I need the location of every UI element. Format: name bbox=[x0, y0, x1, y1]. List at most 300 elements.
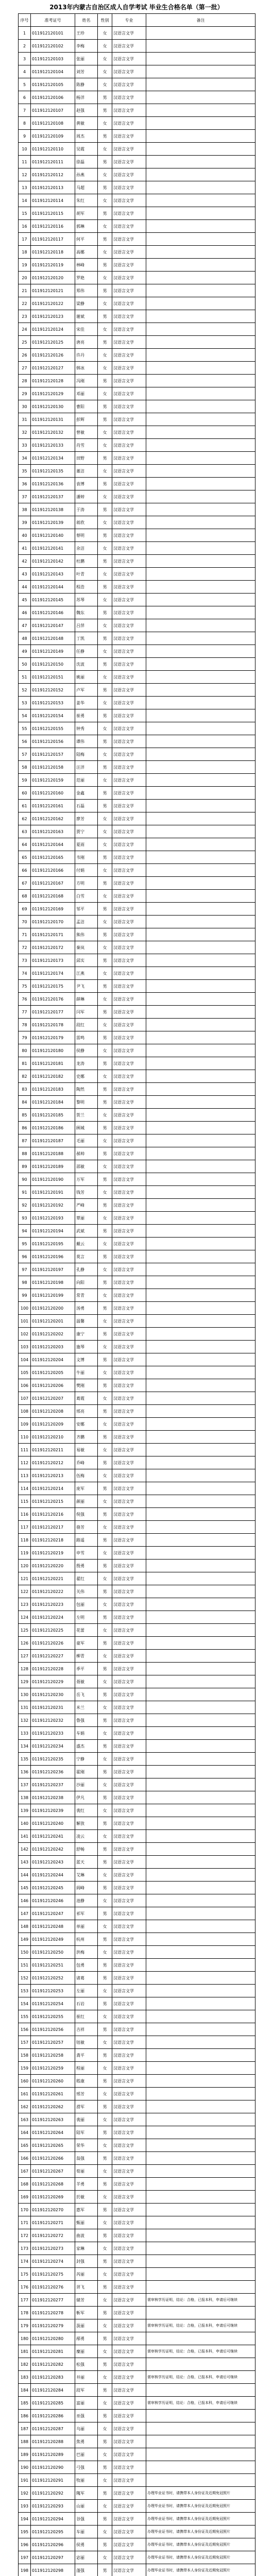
table-row bbox=[19, 2397, 255, 2410]
cell-remark bbox=[146, 2049, 255, 2062]
cell-no: 15 bbox=[19, 207, 31, 220]
table-row bbox=[19, 2307, 255, 2319]
cell-remark bbox=[146, 1856, 255, 1869]
cell-major: 汉语言文学 bbox=[112, 800, 146, 812]
cell-remark bbox=[146, 1650, 255, 1663]
cell-name: 宋佳 bbox=[75, 323, 98, 336]
cell-major: 汉语言文学 bbox=[112, 722, 146, 735]
cell-no: 45 bbox=[19, 594, 31, 606]
cell-id: 011912120141 bbox=[31, 542, 75, 555]
table-row bbox=[19, 91, 255, 104]
cell-gender: 男 bbox=[98, 2461, 112, 2474]
cell-major: 汉语言文学 bbox=[112, 787, 146, 800]
cell-id: 011912120126 bbox=[31, 349, 75, 362]
cell-name: 任静 bbox=[75, 645, 98, 658]
cell-remark bbox=[146, 1225, 255, 1238]
cell-no: 162 bbox=[19, 2100, 31, 2113]
cell-no: 130 bbox=[19, 1688, 31, 1701]
cell-no: 9 bbox=[19, 130, 31, 143]
cell-gender: 男 bbox=[98, 2023, 112, 2036]
cell-major: 汉语言文学 bbox=[112, 2023, 146, 2036]
cell-name: 范丽 bbox=[75, 774, 98, 787]
cell-name: 阎峰 bbox=[75, 1882, 98, 1894]
cell-name: 徐磊 bbox=[75, 156, 98, 168]
cell-gender: 女 bbox=[98, 1572, 112, 1585]
cell-name: 路遥 bbox=[75, 1534, 98, 1547]
cell-remark bbox=[146, 2216, 255, 2229]
table-row bbox=[19, 1431, 255, 1444]
cell-no: 168 bbox=[19, 2178, 31, 2191]
cell-name: 方明 bbox=[75, 877, 98, 890]
cell-gender: 女 bbox=[98, 645, 112, 658]
cell-remark bbox=[146, 1727, 255, 1740]
cell-remark bbox=[146, 581, 255, 594]
table-row bbox=[19, 181, 255, 194]
cell-name: 艾琳 bbox=[75, 1869, 98, 1882]
cell-id: 011912120150 bbox=[31, 658, 75, 671]
cell-major: 汉语言文学 bbox=[112, 1238, 146, 1250]
cell-id: 011912120196 bbox=[31, 1250, 75, 1263]
cell-remark bbox=[146, 272, 255, 284]
cell-id: 011912120157 bbox=[31, 748, 75, 761]
cell-gender: 男 bbox=[98, 684, 112, 697]
cell-name: 段红 bbox=[75, 1019, 98, 1031]
cell-no: 120 bbox=[19, 1560, 31, 1572]
table-row bbox=[19, 2513, 255, 2526]
cell-major: 汉语言文学 bbox=[112, 2088, 146, 2100]
cell-gender: 男 bbox=[98, 954, 112, 967]
cell-id: 011912120213 bbox=[31, 1469, 75, 1482]
cell-gender: 男 bbox=[98, 310, 112, 323]
cell-id: 011912120261 bbox=[31, 2088, 75, 2100]
table-row bbox=[19, 2152, 255, 2165]
cell-name: 潘婷 bbox=[75, 490, 98, 503]
cell-major: 汉语言文学 bbox=[112, 1997, 146, 2010]
cell-id: 011912120120 bbox=[31, 272, 75, 284]
cell-gender: 女 bbox=[98, 812, 112, 825]
cell-major: 汉语言文学 bbox=[112, 53, 146, 65]
cell-name: 魏东 bbox=[75, 606, 98, 619]
cell-remark: 需审核学历证明，结论：合格，已报本科，申请后可继续 bbox=[146, 2345, 255, 2358]
cell-remark bbox=[146, 1740, 255, 1753]
cell-id: 011912120224 bbox=[31, 1611, 75, 1624]
cell-gender: 女 bbox=[98, 143, 112, 156]
cell-name: 石岩 bbox=[75, 1997, 98, 2010]
table-row bbox=[19, 1456, 255, 1469]
cell-name: 莫言 bbox=[75, 1250, 98, 1263]
cell-remark bbox=[146, 1238, 255, 1250]
cell-gender: 女 bbox=[98, 864, 112, 877]
cell-id: 011912120223 bbox=[31, 1598, 75, 1611]
cell-major: 汉语言文学 bbox=[112, 156, 146, 168]
header-cell-no: 序号 bbox=[19, 14, 31, 27]
cell-major: 汉语言文学 bbox=[112, 2422, 146, 2435]
cell-major: 汉语言文学 bbox=[112, 568, 146, 581]
table-row bbox=[19, 259, 255, 272]
cell-no: 51 bbox=[19, 671, 31, 684]
cell-id: 011912120284 bbox=[31, 2384, 75, 2397]
cell-no: 87 bbox=[19, 1134, 31, 1147]
cell-id: 011912120246 bbox=[31, 1894, 75, 1907]
cell-gender: 女 bbox=[98, 1469, 112, 1482]
cell-id: 011912120112 bbox=[31, 168, 75, 181]
cell-name: 蓬强 bbox=[75, 2564, 98, 2576]
cell-name: 池静 bbox=[75, 1894, 98, 1907]
cell-name: 邓丽 bbox=[75, 387, 98, 400]
cell-remark: 需审核学历证明，结论：合格，已报本科，申请后可继续 bbox=[146, 2319, 255, 2332]
cell-id: 011912120207 bbox=[31, 1392, 75, 1405]
cell-major: 汉语言文学 bbox=[112, 2191, 146, 2204]
cell-gender: 女 bbox=[98, 439, 112, 452]
cell-id: 011912120175 bbox=[31, 980, 75, 993]
cell-name: 崔红 bbox=[75, 2010, 98, 2023]
cell-remark bbox=[146, 903, 255, 916]
cell-remark bbox=[146, 2023, 255, 2036]
cell-no: 170 bbox=[19, 2204, 31, 2216]
table-row bbox=[19, 2384, 255, 2397]
cell-gender: 男 bbox=[98, 1083, 112, 1096]
cell-major: 汉语言文学 bbox=[112, 2281, 146, 2294]
cell-name: 叶青 bbox=[75, 568, 98, 581]
cell-no: 41 bbox=[19, 542, 31, 555]
cell-name: 余洁 bbox=[75, 542, 98, 555]
cell-name: 翁强 bbox=[75, 2152, 98, 2165]
cell-gender: 男 bbox=[98, 1714, 112, 1727]
cell-name: 万军 bbox=[75, 1173, 98, 1186]
table-row bbox=[19, 568, 255, 581]
table-row bbox=[19, 594, 255, 606]
cell-gender: 女 bbox=[98, 246, 112, 259]
cell-name: 马超 bbox=[75, 181, 98, 194]
table-row bbox=[19, 2088, 255, 2100]
cell-name: 夏雨 bbox=[75, 838, 98, 851]
table-row bbox=[19, 1830, 255, 1843]
table-row bbox=[19, 272, 255, 284]
cell-name: 齐鹏 bbox=[75, 1431, 98, 1444]
cell-id: 011912120159 bbox=[31, 774, 75, 787]
cell-remark bbox=[146, 2178, 255, 2191]
cell-major: 汉语言文学 bbox=[112, 2371, 146, 2384]
cell-gender: 女 bbox=[98, 2242, 112, 2255]
cell-remark bbox=[146, 478, 255, 490]
cell-name: 贺兰 bbox=[75, 1109, 98, 1122]
cell-gender: 男 bbox=[98, 1353, 112, 1366]
cell-gender: 男 bbox=[98, 1057, 112, 1070]
cell-no: 117 bbox=[19, 1521, 31, 1534]
cell-remark bbox=[146, 812, 255, 825]
cell-remark bbox=[146, 1753, 255, 1766]
table-row bbox=[19, 1482, 255, 1495]
cell-major: 汉语言文学 bbox=[112, 1250, 146, 1263]
cell-remark bbox=[146, 1456, 255, 1469]
cell-remark bbox=[146, 117, 255, 130]
cell-name: 骆芳 bbox=[75, 1521, 98, 1534]
cell-name: 易敏 bbox=[75, 1444, 98, 1456]
cell-remark bbox=[146, 1920, 255, 1933]
cell-no: 14 bbox=[19, 194, 31, 207]
cell-name: 钟秀 bbox=[75, 722, 98, 735]
cell-gender: 女 bbox=[98, 1392, 112, 1405]
cell-gender: 女 bbox=[98, 1160, 112, 1173]
cell-remark bbox=[146, 1997, 255, 2010]
cell-id: 011912120219 bbox=[31, 1547, 75, 1560]
cell-major: 汉语言文学 bbox=[112, 1959, 146, 1972]
cell-major: 汉语言文学 bbox=[112, 890, 146, 903]
table-row bbox=[19, 1727, 255, 1740]
cell-gender: 女 bbox=[98, 1341, 112, 1353]
cell-id: 011912120282 bbox=[31, 2358, 75, 2371]
cell-no: 69 bbox=[19, 903, 31, 916]
cell-no: 33 bbox=[19, 439, 31, 452]
cell-id: 011912120244 bbox=[31, 1869, 75, 1882]
table-row bbox=[19, 1238, 255, 1250]
cell-no: 30 bbox=[19, 400, 31, 413]
cell-major: 汉语言文学 bbox=[112, 503, 146, 516]
cell-remark bbox=[146, 65, 255, 78]
table-row bbox=[19, 555, 255, 568]
cell-id: 011912120191 bbox=[31, 1186, 75, 1199]
cell-id: 011912120171 bbox=[31, 928, 75, 941]
cell-no: 145 bbox=[19, 1882, 31, 1894]
cell-major: 汉语言文学 bbox=[112, 2062, 146, 2075]
cell-no: 105 bbox=[19, 1366, 31, 1379]
table-row bbox=[19, 1856, 255, 1869]
cell-gender: 男 bbox=[98, 1508, 112, 1521]
cell-name: 储芳 bbox=[75, 2294, 98, 2307]
cell-major: 汉语言文学 bbox=[112, 542, 146, 555]
cell-gender: 男 bbox=[98, 2358, 112, 2371]
cell-major: 汉语言文学 bbox=[112, 2410, 146, 2422]
table-row bbox=[19, 1650, 255, 1663]
cell-name: 肖雪 bbox=[75, 439, 98, 452]
cell-id: 011912120139 bbox=[31, 516, 75, 529]
cell-name: 于涛 bbox=[75, 503, 98, 516]
cell-name: 汪洋 bbox=[75, 761, 98, 774]
cell-major: 汉语言文学 bbox=[112, 1122, 146, 1134]
cell-no: 57 bbox=[19, 748, 31, 761]
cell-gender: 女 bbox=[98, 2036, 112, 2049]
cell-id: 011912120105 bbox=[31, 78, 75, 91]
cell-gender: 女 bbox=[98, 1495, 112, 1508]
cell-id: 011912120238 bbox=[31, 1791, 75, 1804]
cell-remark: 办理毕业证书时，请携带本人身份证及近期免冠照片 bbox=[146, 2500, 255, 2513]
cell-name: 荣华 bbox=[75, 2139, 98, 2152]
cell-id: 011912120190 bbox=[31, 1173, 75, 1186]
cell-remark bbox=[146, 594, 255, 606]
cell-id: 011912120240 bbox=[31, 1817, 75, 1830]
table-row bbox=[19, 2410, 255, 2422]
table-row bbox=[19, 1019, 255, 1031]
cell-no: 55 bbox=[19, 722, 31, 735]
table-row bbox=[19, 1624, 255, 1637]
cell-name: 田野 bbox=[75, 452, 98, 465]
cell-major: 汉语言文学 bbox=[112, 490, 146, 503]
cell-gender: 男 bbox=[98, 2410, 112, 2422]
cell-remark bbox=[146, 2281, 255, 2294]
table-row bbox=[19, 1366, 255, 1379]
cell-remark bbox=[146, 1624, 255, 1637]
cell-name: 丁凯 bbox=[75, 632, 98, 645]
table-row bbox=[19, 658, 255, 671]
cell-major: 汉语言文学 bbox=[112, 1572, 146, 1585]
cell-no: 143 bbox=[19, 1856, 31, 1869]
cell-gender: 男 bbox=[98, 1972, 112, 1985]
table-row bbox=[19, 2538, 255, 2551]
cell-remark bbox=[146, 2100, 255, 2113]
cell-no: 94 bbox=[19, 1225, 31, 1238]
cell-name: 何平 bbox=[75, 233, 98, 246]
cell-remark bbox=[146, 606, 255, 619]
cell-name: 井丽 bbox=[75, 2371, 98, 2384]
cell-id: 011912120161 bbox=[31, 800, 75, 812]
cell-gender: 女 bbox=[98, 2345, 112, 2358]
cell-major: 汉语言文学 bbox=[112, 1727, 146, 1740]
cell-no: 61 bbox=[19, 800, 31, 812]
table-row bbox=[19, 619, 255, 632]
cell-no: 175 bbox=[19, 2268, 31, 2281]
cell-gender: 男 bbox=[98, 104, 112, 117]
cell-gender: 女 bbox=[98, 1289, 112, 1302]
cell-no: 129 bbox=[19, 1675, 31, 1688]
cell-no: 101 bbox=[19, 1315, 31, 1328]
cell-gender: 女 bbox=[98, 27, 112, 40]
cell-gender: 女 bbox=[98, 1985, 112, 1997]
cell-remark bbox=[146, 2062, 255, 2075]
cell-name: 韦刚 bbox=[75, 851, 98, 864]
cell-name: 许丹 bbox=[75, 349, 98, 362]
header-cell-major: 专业 bbox=[112, 14, 146, 27]
cell-major: 汉语言文学 bbox=[112, 1096, 146, 1109]
table-row bbox=[19, 1276, 255, 1289]
cell-id: 011912120134 bbox=[31, 452, 75, 465]
cell-no: 142 bbox=[19, 1843, 31, 1856]
cell-no: 134 bbox=[19, 1740, 31, 1753]
table-row bbox=[19, 529, 255, 542]
cell-major: 汉语言文学 bbox=[112, 478, 146, 490]
cell-name: 尹飞 bbox=[75, 980, 98, 993]
cell-remark bbox=[146, 774, 255, 787]
cell-gender: 男 bbox=[98, 581, 112, 594]
cell-name: 滑军 bbox=[75, 2100, 98, 2113]
table-row bbox=[19, 697, 255, 709]
cell-major: 汉语言文学 bbox=[112, 1083, 146, 1096]
cell-name: 盛杰 bbox=[75, 1740, 98, 1753]
cell-remark bbox=[146, 993, 255, 1006]
cell-remark bbox=[146, 2448, 255, 2461]
cell-id: 011912120132 bbox=[31, 426, 75, 439]
cell-no: 42 bbox=[19, 555, 31, 568]
cell-gender: 男 bbox=[98, 336, 112, 349]
cell-remark bbox=[146, 2435, 255, 2448]
cell-no: 97 bbox=[19, 1263, 31, 1276]
cell-gender: 女 bbox=[98, 2319, 112, 2332]
cell-name: 吕萍 bbox=[75, 619, 98, 632]
cell-remark bbox=[146, 1109, 255, 1122]
cell-id: 011912120178 bbox=[31, 1019, 75, 1031]
table-row bbox=[19, 993, 255, 1006]
cell-remark bbox=[146, 1701, 255, 1714]
cell-no: 151 bbox=[19, 1959, 31, 1972]
cell-major: 汉语言文学 bbox=[112, 2126, 146, 2139]
cell-no: 26 bbox=[19, 349, 31, 362]
cell-id: 011912120148 bbox=[31, 632, 75, 645]
cell-no: 5 bbox=[19, 78, 31, 91]
cell-major: 汉语言文学 bbox=[112, 2487, 146, 2500]
cell-no: 157 bbox=[19, 2036, 31, 2049]
cell-gender: 男 bbox=[98, 2281, 112, 2294]
cell-name: 荀丽 bbox=[75, 2165, 98, 2178]
cell-id: 011912120254 bbox=[31, 1997, 75, 2010]
cell-id: 011912120200 bbox=[31, 1302, 75, 1315]
table-row bbox=[19, 812, 255, 825]
cell-gender: 女 bbox=[98, 2422, 112, 2435]
cell-name: 鲁强 bbox=[75, 1714, 98, 1727]
cell-major: 汉语言文学 bbox=[112, 259, 146, 272]
cell-no: 193 bbox=[19, 2500, 31, 2513]
table-row bbox=[19, 1122, 255, 1134]
cell-remark: 办理毕业证书时，请携带本人身份证及近期免冠照片 bbox=[146, 2564, 255, 2576]
cell-remark bbox=[146, 529, 255, 542]
cell-gender: 女 bbox=[98, 1109, 112, 1122]
cell-id: 011912120280 bbox=[31, 2332, 75, 2345]
table-row bbox=[19, 413, 255, 426]
cell-no: 70 bbox=[19, 916, 31, 928]
cell-major: 汉语言文学 bbox=[112, 1341, 146, 1353]
cell-gender: 女 bbox=[98, 1134, 112, 1147]
table-row bbox=[19, 903, 255, 916]
cell-gender: 男 bbox=[98, 1456, 112, 1469]
cell-no: 106 bbox=[19, 1379, 31, 1392]
cell-major: 汉语言文学 bbox=[112, 1431, 146, 1444]
cell-remark bbox=[146, 2242, 255, 2255]
cell-gender: 男 bbox=[98, 877, 112, 890]
cell-id: 011912120264 bbox=[31, 2126, 75, 2139]
cell-remark bbox=[146, 143, 255, 156]
cell-gender: 女 bbox=[98, 1727, 112, 1740]
table-row bbox=[19, 877, 255, 890]
cell-gender: 女 bbox=[98, 1044, 112, 1057]
cell-gender: 女 bbox=[98, 516, 112, 529]
cell-name: 廖芳 bbox=[75, 812, 98, 825]
cell-remark bbox=[146, 1972, 255, 1985]
cell-remark bbox=[146, 2410, 255, 2422]
table-row bbox=[19, 349, 255, 362]
cell-remark bbox=[146, 297, 255, 310]
cell-gender: 男 bbox=[98, 181, 112, 194]
cell-id: 011912120155 bbox=[31, 722, 75, 735]
cell-gender: 女 bbox=[98, 748, 112, 761]
cell-major: 汉语言文学 bbox=[112, 1328, 146, 1341]
cell-gender: 女 bbox=[98, 2062, 112, 2075]
cell-major: 汉语言文学 bbox=[112, 2358, 146, 2371]
cell-name: 金鑫 bbox=[75, 787, 98, 800]
cell-gender: 男 bbox=[98, 1663, 112, 1675]
cell-remark bbox=[146, 1328, 255, 1341]
table-row bbox=[19, 1444, 255, 1456]
cell-no: 161 bbox=[19, 2088, 31, 2100]
cell-name: 颜丽 bbox=[75, 1495, 98, 1508]
cell-remark bbox=[146, 375, 255, 387]
cell-remark bbox=[146, 1766, 255, 1778]
cell-gender: 男 bbox=[98, 2487, 112, 2500]
table-row bbox=[19, 838, 255, 851]
cell-name: 惠军 bbox=[75, 2204, 98, 2216]
cell-name: 解放 bbox=[75, 1817, 98, 1830]
table-row bbox=[19, 1997, 255, 2010]
cell-id: 011912120102 bbox=[31, 40, 75, 53]
cell-id: 011912120167 bbox=[31, 877, 75, 890]
cell-gender: 女 bbox=[98, 465, 112, 478]
